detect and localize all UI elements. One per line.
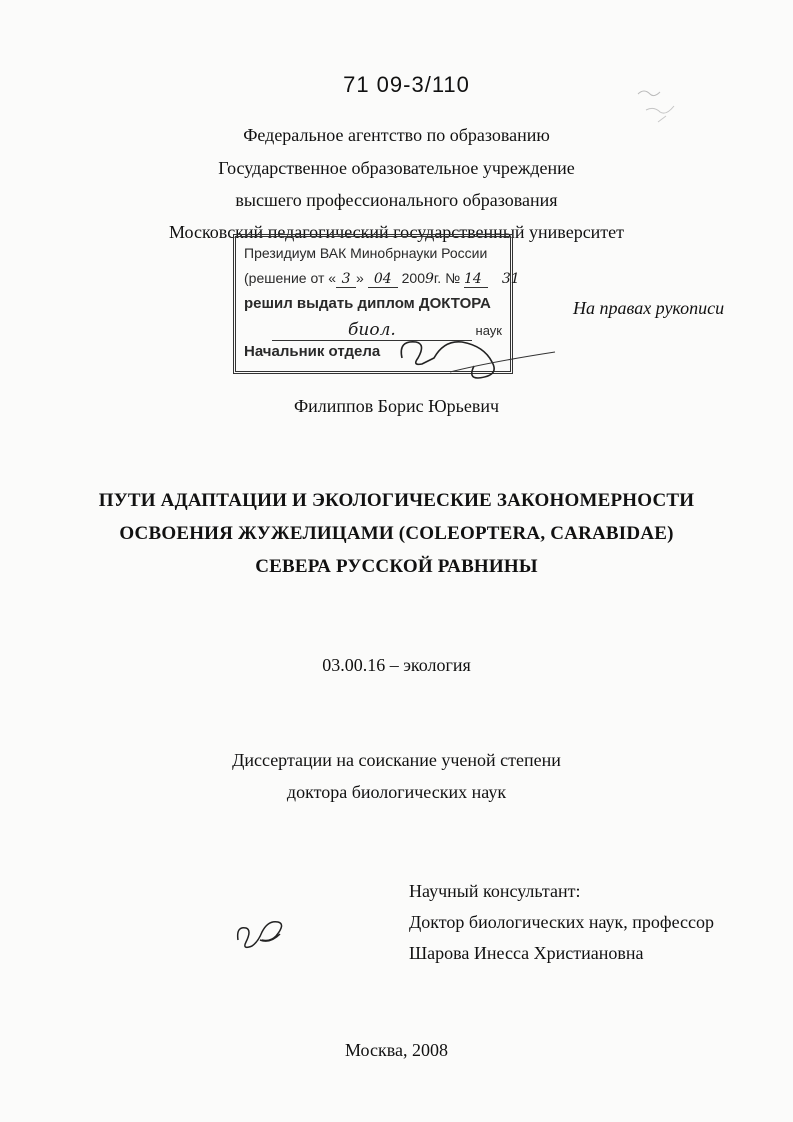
- consultant-name: Шарова Инесса Христиановна: [409, 943, 644, 963]
- degree-line-1: Диссертации на соискание ученой степени: [232, 750, 561, 770]
- stamp-decision-prefix: (решение от «: [244, 270, 337, 286]
- stamp-decision-day: 3: [336, 271, 356, 288]
- footer-city-year: Москва, 2008: [345, 1040, 448, 1060]
- manuscript-note: На правах рукописи: [573, 298, 725, 318]
- title-line-2: ОСВОЕНИЯ ЖУЖЕЛИЦАМИ (COLEOPTERA, CARABIDAE): [119, 523, 674, 544]
- stamp-decision-year-prefix: 200: [401, 270, 425, 286]
- stamp-signature-icon: [390, 328, 560, 383]
- stamp-line-decision: [244, 270, 520, 288]
- stamp-decision-num: 14: [464, 271, 488, 288]
- author-signature-icon: [230, 910, 300, 955]
- stamp-science-suffix: наук: [475, 323, 502, 338]
- stamp-science-field: биол.: [272, 320, 472, 341]
- stamp-decision-quote: »: [356, 270, 364, 286]
- org-line-university: Московский педагогический государственный университет: [168, 222, 625, 242]
- degree-line-2: доктора биологических наук: [286, 782, 507, 802]
- stamp-line-head: Начальник отдела: [244, 343, 381, 360]
- author-name: Филиппов Борис Юрьевич: [293, 396, 500, 416]
- consultant-label: Научный консультант:: [409, 881, 581, 901]
- registration-code: 71 09-3/110: [343, 72, 470, 97]
- stamp-decision-year-suffix: 9: [424, 271, 434, 287]
- org-line-institution: Государственное образовательное учреждение: [218, 158, 575, 178]
- consultant-title: Доктор биологических наук, профессор: [409, 912, 714, 932]
- stamp-line-presidium: Президиум ВАК Минобрнауки России: [244, 245, 488, 261]
- title-line-3: СЕВЕРА РУССКОЙ РАВНИНЫ: [255, 556, 538, 577]
- stamp-line-decided: решил выдать диплом ДОКТОРА: [244, 295, 491, 312]
- org-line-agency: Федеральное агентство по образованию: [243, 125, 550, 145]
- title-line-1: ПУТИ АДАПТАЦИИ И ЭКОЛОГИЧЕСКИЕ ЗАКОНОМЕРНОСТИ: [98, 490, 695, 511]
- specialty: 03.00.16 – экология: [322, 655, 471, 675]
- stamp-decision-num-label: г. №: [433, 270, 461, 286]
- stamp-decision-extra: 31: [501, 271, 520, 287]
- org-line-education: высшего профессионального образования: [235, 190, 558, 210]
- stamp-decision-month: 04: [368, 271, 398, 288]
